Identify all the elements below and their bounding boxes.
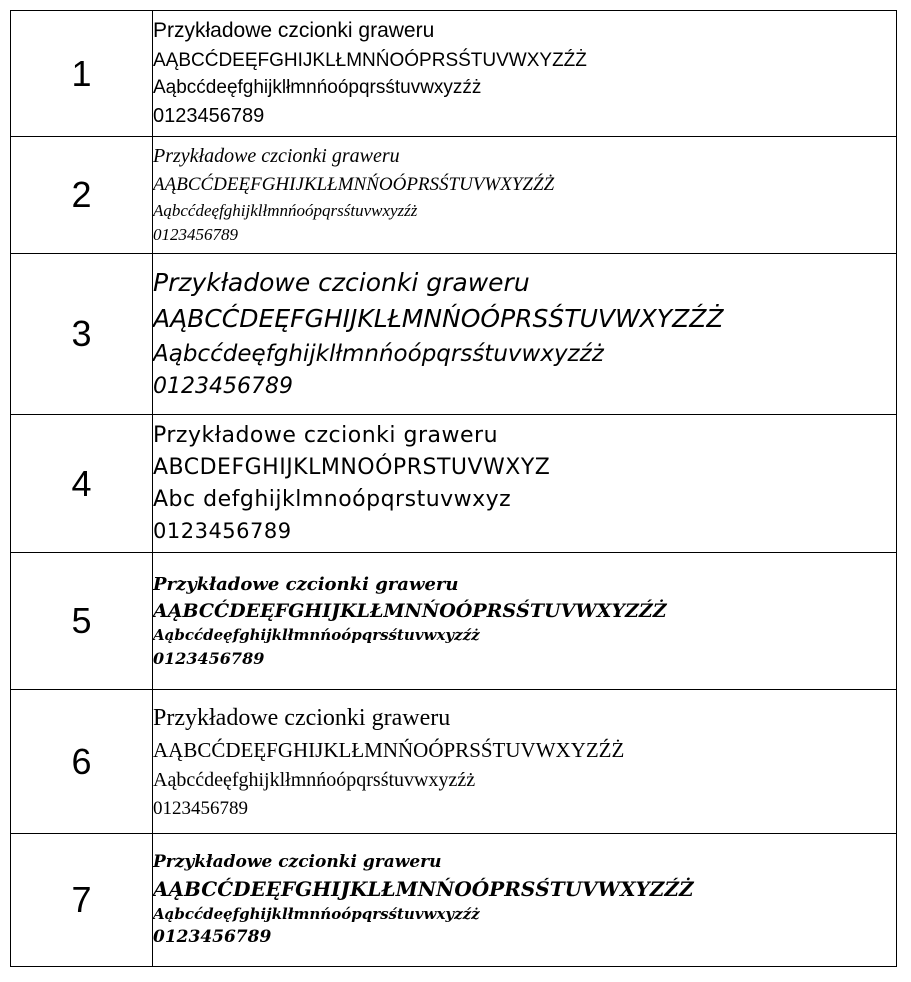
sample-sentence: Przykładowe czcionki graweru [153,573,459,595]
table-row [11,137,897,254]
font-sample-cell [153,415,897,553]
sample-sentence: Przykładowe czcionki graweru [153,145,400,168]
sample-digits: 0123456789 [153,797,248,819]
sample-lowercase: Abc defghijklmnoópqrstuvwxyz [153,487,512,513]
sample-sentence: Przykładowe czcionki graweru [153,851,442,872]
sample-sentence: Przykładowe czcionki graweru [153,268,530,298]
table-row [11,553,897,690]
font-number: 1 [11,11,153,137]
font-sample-cell [153,553,897,690]
sample-uppercase: AĄBCĆDEĘFGHIJKLŁMNŃOÓPRSŚTUVWXYZŹŻ [153,174,555,196]
font-sample-cell [153,137,897,254]
sample-sentence: Przykładowe czcionki graweru [153,704,451,731]
font-number: 4 [11,415,153,553]
sample-lowercase: Aąbcćdeęfghijklłmnńoópqrsśtuvwxyzźż [153,768,476,791]
font-sample-cell [153,834,897,967]
table-row [11,254,897,415]
table-row [11,415,897,553]
font-sample-table [10,10,897,967]
sample-uppercase: ABCDEFGHIJKLMNOÓPRSTUVWXYZ [153,455,551,481]
font-sample-cell [153,11,897,137]
sample-digits: 0123456789 [153,373,293,399]
sample-uppercase: AĄBCĆDEĘFGHIJKLŁMNŃOÓPRSŚTUVWXYZŹŻ [153,49,587,71]
table-row [11,690,897,834]
sample-lowercase: Aąbcćdeęfghijklłmnńoópqrsśtuvwxyzźż [153,200,418,220]
font-sample-cell [153,254,897,415]
table-row [11,11,897,137]
table-row [11,834,897,967]
sample-digits: 0123456789 [153,927,272,948]
sample-uppercase: AĄBCĆDEĘFGHIJKLŁMNŃOÓPRSŚTUVWXYZŹŻ [153,599,667,622]
font-number: 3 [11,254,153,415]
sample-lowercase: Aąbcćdeęfghijklłmnńoópqrsśtuvwxyzźż [153,340,604,367]
sample-sentence: Przykładowe czcionki graweru [153,19,435,43]
font-number: 7 [11,834,153,967]
sample-digits: 0123456789 [153,649,265,669]
sample-uppercase: AĄBCĆDEĘFGHIJKLŁMNŃOÓPRSŚTUVWXYZŹŻ [153,304,724,334]
sample-lowercase: Aąbcćdeęfghijklłmnńoópqrsśtuvwxyzźż [153,77,482,99]
sample-digits: 0123456789 [153,519,292,544]
font-sample-cell [153,690,897,834]
sample-lowercase: Aąbcćdeęfghijklłmnńoópqrsśtuvwxyzźż [153,626,480,645]
font-number: 5 [11,553,153,690]
sample-uppercase: AĄBCĆDEĘFGHIJKLŁMNŃOÓPRSŚTUVWXYZŹŻ [153,738,625,763]
sample-digits: 0123456789 [153,104,265,127]
font-number: 6 [11,690,153,834]
sample-uppercase: AĄBCĆDEĘFGHIJKLŁMNŃOÓPRSŚTUVWXYZŹŻ [153,876,694,901]
sample-sentence: Przykładowe czcionki graweru [153,423,499,449]
font-number: 2 [11,137,153,254]
sample-lowercase: Aąbcćdeęfghijklłmnńoópqrsśtuvwxyzźż [153,904,480,923]
sample-digits: 0123456789 [153,225,238,245]
